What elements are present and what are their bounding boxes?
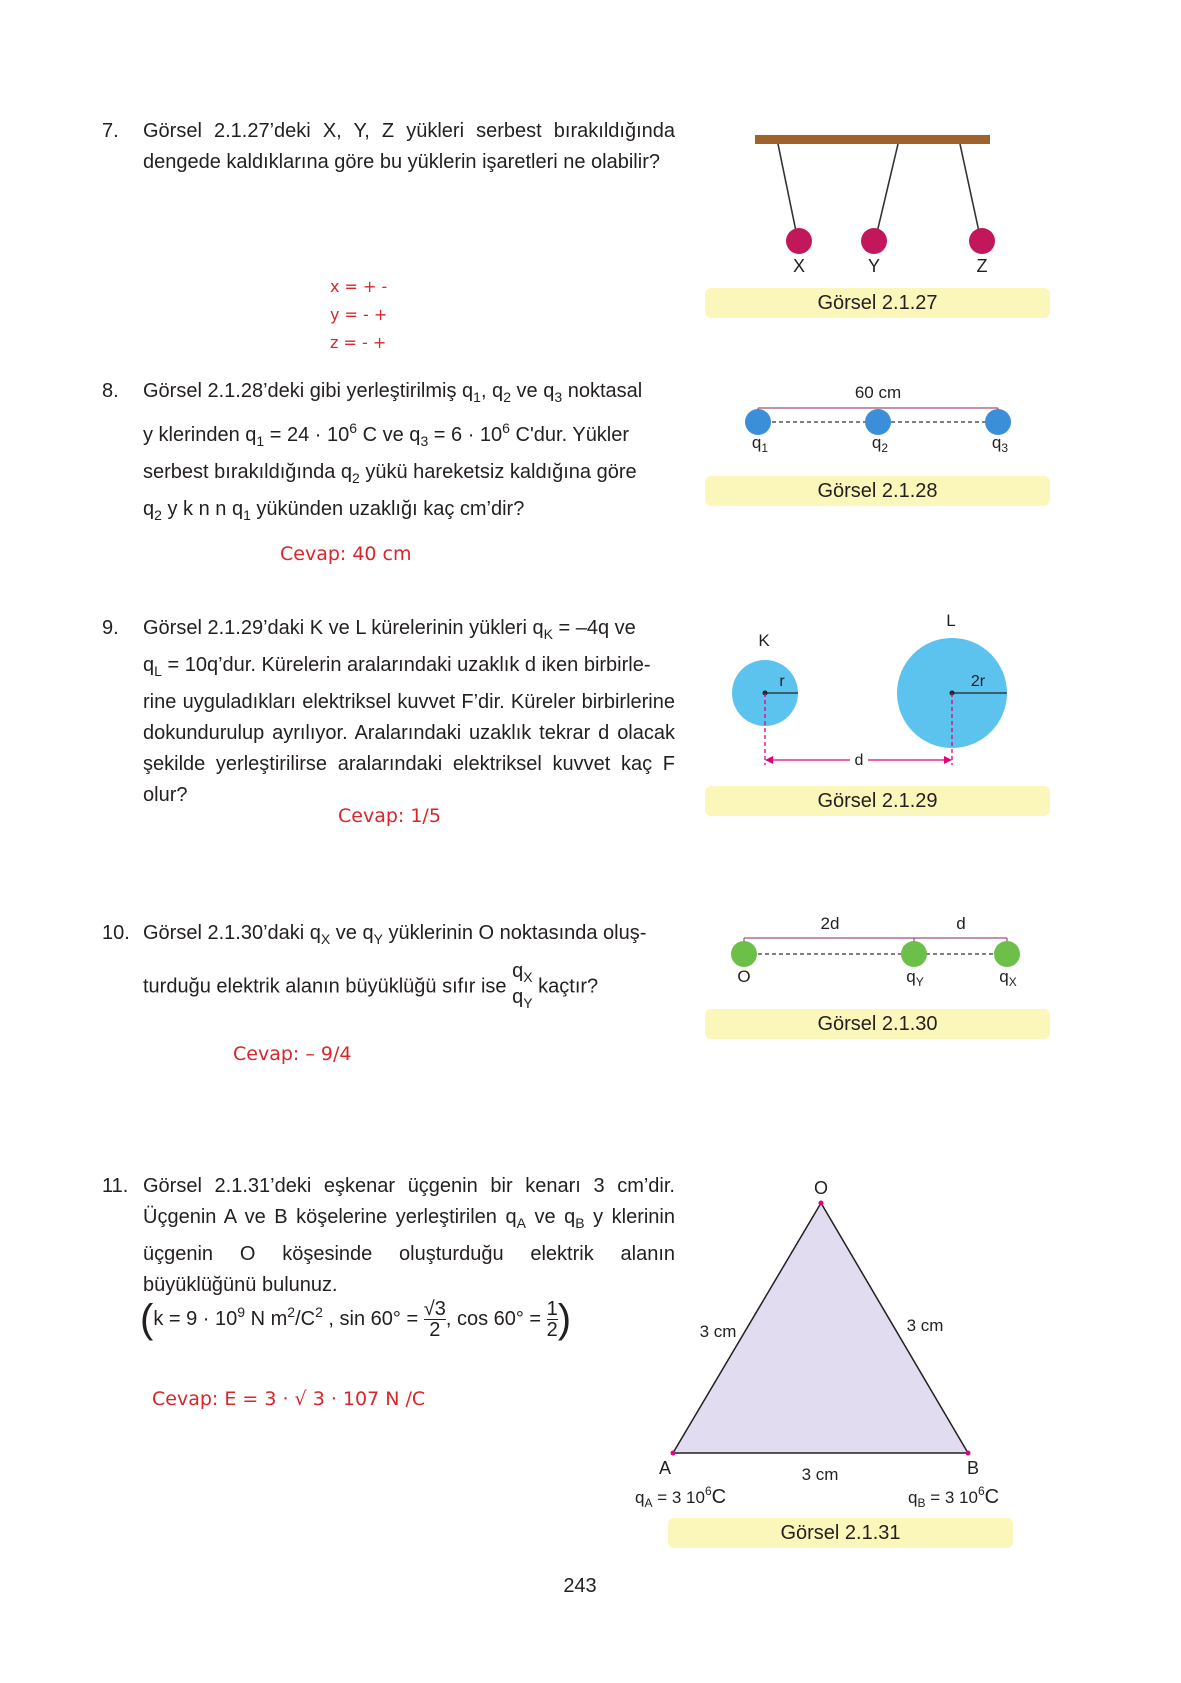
ball-q1 bbox=[745, 409, 771, 435]
question-10-number: 10. bbox=[102, 922, 130, 944]
label-x: X bbox=[792, 256, 806, 276]
label-z: Z bbox=[976, 256, 988, 276]
vertex-b: B bbox=[966, 1458, 980, 1478]
label-q1: $q_1$ bbox=[751, 433, 769, 455]
side-ab-label: 3 cm bbox=[801, 1465, 839, 1484]
ball-z bbox=[969, 228, 995, 254]
question-11-number: 11. bbox=[102, 1175, 129, 1197]
question-7-answers bbox=[330, 273, 387, 357]
answer-y: y = - + bbox=[330, 305, 388, 324]
question-7-text: Görsel 2.1.27’deki X, Y, Z yükleri serbest bırakıldığında dengede kaldıklarına göre bu yüklerin işaretleri ne olabilir? bbox=[143, 120, 675, 173]
question-11-constants: ($k = 9 \cdot 10^9$ N $m^2/C^2$ , sin 60° = $\frac{√3}{2}$ , cos 60° = $\frac{1}{2}$ ) bbox=[140, 1297, 572, 1341]
ball-x bbox=[786, 228, 812, 254]
question-8-text: Görsel 2.1.28’deki gibi yerleştirilmiş $q_1$, $q_2$ ve $q_3$ noktasal y klerinden $q_1 = 24 \cdot 10^6$ C ve $q_3 = 6 \cdot 10^6$ C'dur. Yükler serbest bırakıldığında $q_2$ yükü hareketsiz kaldığına göre $q_2$ y k n n $q_1$ yükünden uzaklığı kaç cm’dir? bbox=[143, 380, 643, 523]
label-l: L bbox=[946, 612, 956, 630]
caption-2-1-30: Görsel 2.1.30 bbox=[705, 1009, 1050, 1039]
label-o: O bbox=[737, 967, 751, 986]
side-bo-label: 3 cm bbox=[906, 1316, 944, 1335]
question-11-text: Görsel 2.1.31’deki eşkenar üçgenin bir kenarı 3 cm’dir. Üçgenin A ve B köşelerine yerleştirilen $q_A$ ve $q_B$ y klerinin üçgenin O köşesinde oluşturduğu elektrik alanın büyüklüğünü bulunuz. bbox=[143, 1175, 675, 1296]
answer-x: x = + - bbox=[330, 277, 388, 296]
ball-o bbox=[731, 941, 757, 967]
label-2r: 2r bbox=[970, 673, 986, 690]
question-8-answer: Cevap: 40 cm bbox=[280, 543, 412, 565]
figure-2-1-31 bbox=[630, 1180, 1050, 1510]
caption-2-1-29: Görsel 2.1.29 bbox=[705, 786, 1050, 816]
charge-qb: $q_B = 3$ $10^6C$ bbox=[908, 1484, 1000, 1510]
vertex-a: A bbox=[658, 1458, 672, 1478]
caption-2-1-27: Görsel 2.1.27 bbox=[705, 288, 1050, 318]
question-11-answer: Cevap: E = 3 · √ 3 · 107 N /C bbox=[152, 1388, 426, 1410]
question-7-number: 7. bbox=[102, 120, 119, 142]
caption-2-1-28: Görsel 2.1.28 bbox=[705, 476, 1050, 506]
figure-2-1-30 bbox=[720, 910, 1040, 990]
label-k: K bbox=[758, 631, 770, 650]
ratio-fraction: $q_X$ $q_Y$ bbox=[512, 960, 533, 1011]
question-8-number: 8. bbox=[102, 380, 119, 402]
answer-z: z = - + bbox=[330, 333, 387, 352]
label-qy: $q_Y$ bbox=[906, 967, 924, 989]
caption-2-1-31: Görsel 2.1.31 bbox=[668, 1518, 1013, 1548]
ball-q3 bbox=[985, 409, 1011, 435]
label-2d: 2d bbox=[820, 914, 840, 933]
label-q3: $q_3$ bbox=[991, 433, 1009, 455]
label-qx: $q_X$ bbox=[999, 967, 1017, 989]
figure-2-1-29 bbox=[720, 612, 1040, 772]
figure-2-1-28 bbox=[730, 378, 1030, 458]
question-9-text: Görsel 2.1.29’daki K ve L kürelerinin yükleri $q_K = -4q$ ve $q_L$ = 10q’dur. Kürelerin aralarındaki uzaklık d iken birbirle- rine uyguladıkları elektriksel kuvvet F’dir. Küreler birbirlerine dokundurulup ayrılıyor. Aralarındaki uzaklık tekrar d olacak şekilde yerleştirilirse aralarındaki elektriksel kuvvet kaç F olur? bbox=[143, 617, 675, 806]
ball-q2 bbox=[865, 409, 891, 435]
question-9-number: 9. bbox=[102, 617, 119, 639]
vertex-o: O bbox=[813, 1180, 829, 1198]
page-number: 243 bbox=[563, 1575, 597, 1597]
charge-qa: $q_A = 3$ $10^6C$ bbox=[635, 1484, 727, 1510]
label-r: r bbox=[779, 673, 785, 690]
side-ao-label: 3 cm bbox=[699, 1322, 737, 1341]
question-10-answer: Cevap: – 9/4 bbox=[233, 1043, 352, 1065]
figure-2-1-27 bbox=[700, 125, 1020, 285]
distance-label: 60 cm bbox=[854, 383, 902, 402]
ball-qy bbox=[901, 941, 927, 967]
question-9-answer: Cevap: 1/5 bbox=[338, 805, 441, 827]
label-y: Y bbox=[867, 256, 881, 276]
ball-qx bbox=[994, 941, 1020, 967]
question-10-text: Görsel 2.1.30’daki $q_X$ ve $q_Y$ yüklerinin O noktasında oluş- turduğu elektrik alanın büyüklüğü sıfır ise $q_X$ $q_Y$ kaçtır? bbox=[143, 922, 647, 1011]
ball-y bbox=[861, 228, 887, 254]
label-d: d bbox=[854, 752, 864, 769]
label-q2: $q_2$ bbox=[871, 433, 889, 455]
ceiling-bar bbox=[755, 135, 990, 144]
label-d: d bbox=[956, 914, 966, 933]
